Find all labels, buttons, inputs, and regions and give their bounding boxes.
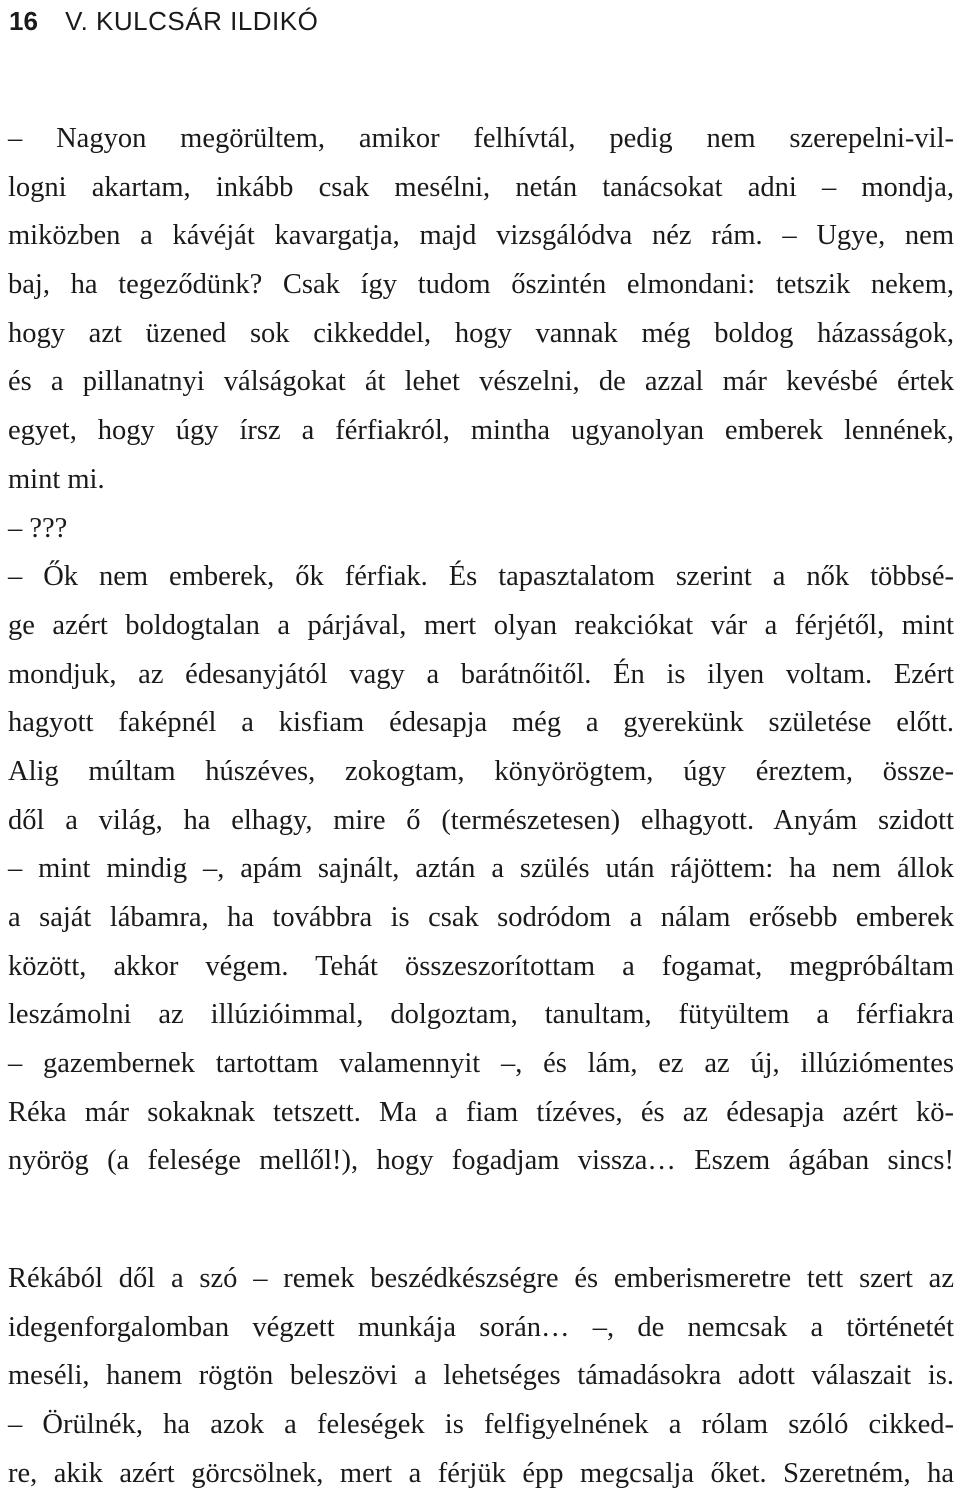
text-line: – Nagyon megörültem, amikor felhívtál, pedig nem szerepelni-vil- [8,123,954,154]
text-line: mondjuk, az édesanyjától vagy a barátnőitől. Én is ilyen voltam. Ezért [8,658,954,690]
text-line: miközben a kávéját kavargatja, majd vizsgálódva néz rám. – Ugye, nem [8,220,954,252]
text-line: és a pillanatnyi válságokat át lehet vészelni, de azzal már kevésbé értek [8,366,954,398]
text-line: hagyott faképnél a kisfiam édesapja még a gyerekünk születése előtt. [8,707,954,739]
text-line: mint mi. [8,463,105,495]
text-line: idegenforgalomban végzett munkája során… –, de nemcsak a történetét [8,1311,954,1343]
text-line: – gazembernek tartottam valamennyit –, és lám, ez az új, illúziómentes [8,1048,954,1080]
text-line: egyet, hogy úgy írsz a férfiakról, mintha ugyanolyan emberek lennének, [8,415,954,447]
page-number: 16 [9,6,38,36]
text-line: hogy azt üzened sok cikkeddel, hogy vannak még boldog házasságok, [8,317,954,349]
text-line: Rékából dől a szó – remek beszédkészségre és emberismeretre tett szert az [8,1263,954,1294]
text-line: re, akik azért görcsölnek, mert a férjük épp megcsalja őket. Szeretném, ha [8,1457,954,1489]
text-line: logni akartam, inkább csak mesélni, netán tanácsokat adni – mondja, [8,171,954,203]
body-text-block-1 [8,115,954,1186]
text-line: – Örülnék, ha azok a feleségek is felfigyelnének a rólam szóló cikked- [8,1409,954,1441]
text-line: ge azért boldogtalan a párjával, mert olyan reakciókat vár a férjétől, mint [8,609,954,641]
text-line: leszámolni az illúzióimmal, dolgoztam, tanultam, fütyültem a férfiakra [8,999,954,1031]
text-line: a saját lábamra, ha továbbra is csak sodródom a nálam erősebb emberek [8,902,954,933]
text-line: nyörög (a felesége mellől!), hogy fogadjam vissza… Eszem ágában sincs! [8,1145,954,1177]
running-head-author: V. KULCSÁR ILDIKÓ [65,6,319,36]
text-line: – ??? [8,512,68,544]
text-line: – mint mindig –, apám sajnált, aztán a szülés után rájöttem: ha nem állok [8,853,954,885]
text-line: meséli, hanem rögtön beleszövi a lehetséges támadásokra adott válaszait is. [8,1360,954,1392]
text-line: baj, ha tegeződünk? Csak így tudom őszintén elmondani: tetszik nekem, [8,269,954,301]
text-line: – Ők nem emberek, ők férfiak. És tapasztalatom szerint a nők többsé- [8,561,954,593]
body-text-block-2 [8,1255,954,1498]
page-header [9,4,318,38]
text-line: Réka már sokaknak tetszett. Ma a fiam tízéves, és az édesapja azért kö- [8,1096,954,1128]
text-line: között, akkor végem. Tehát összeszorítottam a fogamat, megpróbáltam [8,950,954,982]
text-line: Alig múltam húszéves, zokogtam, könyörögtem, úgy éreztem, össze- [8,755,954,787]
text-line: dől a világ, ha elhagy, mire ő (természetesen) elhagyott. Anyám szidott [8,804,954,836]
